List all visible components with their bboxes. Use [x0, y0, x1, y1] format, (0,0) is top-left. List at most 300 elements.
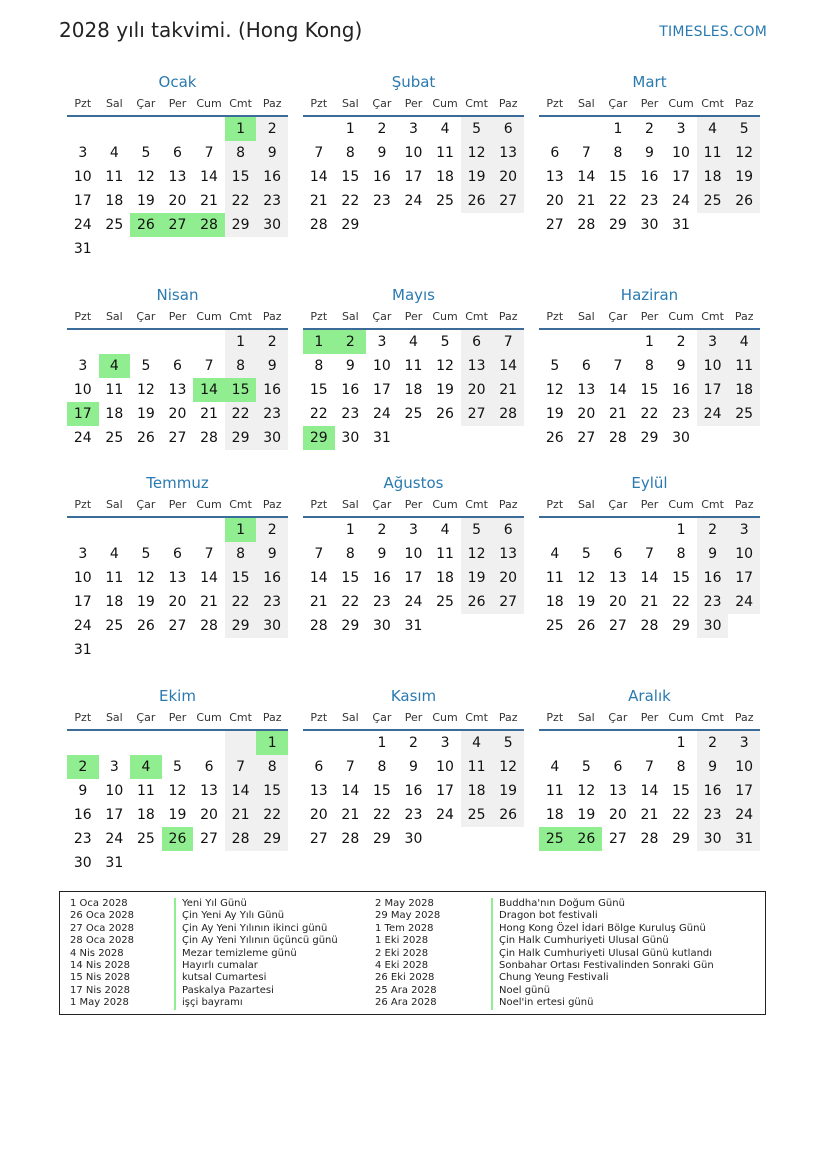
weekday-label: Pzt — [74, 310, 92, 323]
day-cell: 7 — [225, 755, 257, 779]
day-cell: 29 — [672, 831, 690, 847]
day-cell: 16 — [256, 378, 288, 402]
weekday-label: Paz — [498, 498, 518, 511]
empty-cell — [571, 117, 603, 141]
legend-date: 1 Tem 2028 — [375, 922, 434, 934]
site-link[interactable]: TIMESLES.COM — [659, 24, 767, 40]
weekday-label: Cmt — [701, 711, 724, 724]
weekday-label: Çar — [136, 310, 156, 323]
day-grid — [539, 117, 760, 237]
day-cell: 15 — [372, 783, 391, 799]
empty-cell — [492, 827, 524, 851]
day-cell: 27 — [461, 402, 493, 426]
month-block — [539, 284, 760, 450]
legend-names-col-2 — [491, 898, 714, 1010]
day-cell: 1 — [225, 518, 257, 542]
day-grid — [67, 330, 288, 450]
empty-cell — [634, 518, 666, 542]
empty-cell — [571, 518, 603, 542]
day-cell: 17 — [404, 169, 423, 185]
day-cell: 17 — [404, 570, 423, 586]
day-cell: 7 — [492, 330, 524, 354]
day-cell: 4 — [409, 334, 418, 350]
day-cell: 5 — [141, 546, 151, 562]
empty-cell — [303, 731, 335, 755]
empty-cell — [99, 117, 131, 141]
day-cell: 19 — [461, 165, 493, 189]
day-cell: 5 — [461, 117, 493, 141]
day-cell: 1 — [303, 330, 335, 354]
day-cell: 14 — [492, 354, 524, 378]
legend-date: 28 Oca 2028 — [70, 935, 135, 947]
empty-cell — [130, 638, 162, 662]
day-cell: 3 — [409, 522, 418, 538]
legend-dates-col-2 — [375, 898, 440, 1010]
month-block — [303, 472, 524, 638]
day-cell: 15 — [256, 779, 288, 803]
weekday-label: Çar — [372, 498, 392, 511]
day-cell: 19 — [136, 193, 155, 209]
day-cell: 8 — [676, 546, 686, 562]
day-cell: 19 — [136, 594, 155, 610]
day-cell: 3 — [728, 518, 760, 542]
day-cell: 23 — [256, 189, 288, 213]
day-cell: 29 — [225, 426, 257, 450]
day-cell: 29 — [640, 430, 659, 446]
weekday-label: Çar — [372, 711, 392, 724]
day-cell: 28 — [492, 402, 524, 426]
day-cell: 15 — [225, 566, 257, 590]
day-cell: 12 — [461, 542, 493, 566]
weekday-label: Cum — [432, 310, 458, 323]
weekday-header — [67, 93, 288, 117]
empty-cell — [539, 330, 571, 354]
day-cell: 16 — [341, 382, 360, 398]
empty-cell — [634, 731, 666, 755]
day-cell: 13 — [545, 169, 564, 185]
day-cell: 5 — [141, 358, 151, 374]
legend-holiday-name: Dragon bot festivali — [491, 910, 714, 922]
day-cell: 6 — [173, 145, 182, 161]
day-cell: 5 — [440, 334, 450, 350]
day-cell: 31 — [404, 618, 423, 634]
day-cell: 1 — [225, 117, 257, 141]
weekday-label: Sal — [577, 97, 595, 110]
day-cell: 23 — [256, 590, 288, 614]
month-name: Kasım — [390, 687, 437, 705]
day-cell: 28 — [341, 831, 360, 847]
month-name: Haziran — [620, 286, 679, 304]
day-cell: 16 — [697, 566, 729, 590]
day-cell: 17 — [436, 783, 454, 799]
day-cell: 7 — [645, 759, 654, 775]
empty-cell — [697, 213, 729, 237]
month-name: Eylül — [631, 474, 668, 492]
empty-cell — [429, 827, 461, 851]
day-cell: 14 — [309, 570, 328, 586]
day-cell: 26 — [136, 618, 155, 634]
empty-cell — [571, 731, 603, 755]
empty-cell — [162, 117, 194, 141]
day-cell: 15 — [341, 169, 360, 185]
day-cell: 4 — [550, 759, 560, 775]
weekday-label: Çar — [372, 310, 392, 323]
day-cell: 13 — [309, 783, 328, 799]
day-cell: 6 — [314, 759, 324, 775]
weekday-label: Per — [168, 711, 187, 724]
legend-names-col-1 — [174, 898, 338, 1010]
legend-date: 4 Nis 2028 — [70, 947, 124, 959]
day-cell: 24 — [728, 590, 760, 614]
day-cell: 23 — [640, 193, 659, 209]
day-cell: 30 — [672, 430, 690, 446]
day-cell: 31 — [73, 241, 92, 257]
day-grid — [303, 117, 524, 237]
day-cell: 10 — [436, 759, 454, 775]
day-cell: 21 — [200, 193, 218, 209]
holiday-legend — [59, 891, 766, 1015]
month-name: Mart — [632, 73, 667, 91]
weekday-label: Per — [404, 310, 423, 323]
day-cell: 3 — [78, 546, 88, 562]
weekday-label: Pzt — [546, 310, 564, 323]
day-cell: 27 — [545, 217, 564, 233]
day-cell: 23 — [672, 406, 690, 422]
empty-cell — [162, 237, 194, 261]
day-cell: 2 — [256, 518, 288, 542]
day-cell: 6 — [581, 358, 591, 374]
day-cell: 13 — [608, 570, 627, 586]
day-cell: 4 — [440, 522, 450, 538]
day-cell: 10 — [404, 145, 423, 161]
day-cell: 26 — [728, 189, 760, 213]
day-cell: 8 — [225, 141, 257, 165]
day-cell: 8 — [256, 755, 288, 779]
day-cell: 26 — [492, 803, 524, 827]
day-cell: 20 — [168, 193, 187, 209]
empty-cell — [429, 614, 461, 638]
day-cell: 28 — [225, 827, 257, 851]
weekday-label: Çar — [136, 498, 156, 511]
day-cell: 20 — [200, 807, 218, 823]
weekday-label: Cum — [196, 498, 222, 511]
weekday-label: Sal — [341, 310, 359, 323]
day-cell: 9 — [256, 354, 288, 378]
empty-cell — [728, 213, 760, 237]
legend-date: 15 Nis 2028 — [70, 972, 130, 984]
weekday-label: Pzt — [310, 310, 328, 323]
empty-cell — [492, 213, 524, 237]
day-cell: 6 — [550, 145, 560, 161]
weekday-header — [303, 707, 524, 731]
day-cell: 15 — [672, 783, 690, 799]
weekday-header — [67, 494, 288, 518]
day-cell: 17 — [372, 382, 391, 398]
day-cell: 20 — [608, 594, 627, 610]
day-cell: 28 — [193, 213, 225, 237]
day-cell: 10 — [404, 546, 423, 562]
day-cell: 16 — [640, 169, 659, 185]
legend-holiday-name: Çin Yeni Ay Yılı Günü — [174, 910, 338, 922]
empty-cell — [335, 731, 367, 755]
day-cell: 31 — [728, 827, 760, 851]
day-cell: 30 — [372, 618, 391, 634]
legend-holiday-name: Çin Ay Yeni Yılının ikinci günü — [174, 923, 338, 935]
empty-cell — [398, 213, 430, 237]
empty-cell — [571, 330, 603, 354]
day-cell: 11 — [436, 546, 454, 562]
empty-cell — [162, 851, 194, 875]
day-cell: 21 — [200, 406, 218, 422]
day-cell: 8 — [225, 354, 257, 378]
day-cell: 16 — [697, 779, 729, 803]
empty-cell — [99, 638, 131, 662]
empty-cell — [429, 213, 461, 237]
day-cell: 5 — [550, 358, 560, 374]
day-cell: 8 — [345, 546, 355, 562]
day-cell: 15 — [640, 382, 659, 398]
day-cell: 3 — [109, 759, 119, 775]
day-cell: 8 — [225, 542, 257, 566]
day-cell: 15 — [672, 570, 690, 586]
day-cell: 18 — [436, 570, 454, 586]
day-cell: 7 — [613, 358, 623, 374]
day-cell: 5 — [492, 731, 524, 755]
day-cell: 19 — [168, 807, 187, 823]
legend-holiday-name: Chung Yeung Festivali — [491, 972, 714, 984]
day-cell: 15 — [225, 378, 257, 402]
day-cell: 23 — [256, 402, 288, 426]
day-grid — [67, 731, 288, 875]
empty-cell — [130, 237, 162, 261]
day-grid — [303, 731, 524, 851]
day-cell: 8 — [613, 145, 623, 161]
legend-date: 4 Eki 2028 — [375, 960, 429, 972]
day-cell: 20 — [608, 807, 627, 823]
empty-cell — [67, 731, 99, 755]
day-cell: 16 — [256, 165, 288, 189]
day-cell: 18 — [105, 193, 124, 209]
day-cell: 9 — [377, 546, 387, 562]
day-cell: 4 — [440, 121, 450, 137]
empty-cell — [193, 330, 225, 354]
day-cell: 17 — [728, 779, 760, 803]
weekday-label: Per — [168, 97, 187, 110]
day-cell: 20 — [577, 406, 596, 422]
legend-date: 26 Oca 2028 — [70, 910, 135, 922]
day-cell: 15 — [608, 169, 627, 185]
empty-cell — [602, 518, 634, 542]
day-cell: 28 — [200, 430, 218, 446]
day-cell: 21 — [577, 193, 596, 209]
day-cell: 25 — [461, 803, 493, 827]
day-cell: 25 — [436, 193, 454, 209]
day-cell: 2 — [377, 121, 387, 137]
day-cell: 23 — [697, 803, 729, 827]
day-grid — [67, 518, 288, 662]
day-cell: 30 — [404, 831, 423, 847]
weekday-label: Per — [404, 711, 423, 724]
empty-cell — [193, 851, 225, 875]
day-cell: 24 — [73, 618, 92, 634]
day-cell: 25 — [697, 189, 729, 213]
day-cell: 4 — [99, 354, 131, 378]
month-block — [539, 472, 760, 638]
day-cell: 19 — [728, 165, 760, 189]
day-cell: 18 — [545, 594, 564, 610]
day-cell: 21 — [200, 594, 218, 610]
day-cell: 22 — [225, 590, 257, 614]
empty-cell — [461, 213, 493, 237]
weekday-label: Paz — [262, 711, 282, 724]
day-cell: 5 — [461, 518, 493, 542]
day-cell: 7 — [314, 546, 324, 562]
day-cell: 14 — [577, 169, 596, 185]
day-cell: 30 — [256, 213, 288, 237]
day-cell: 6 — [173, 358, 182, 374]
weekday-header — [67, 306, 288, 330]
weekday-label: Pzt — [74, 711, 92, 724]
weekday-label: Sal — [341, 711, 359, 724]
empty-cell — [225, 851, 257, 875]
day-cell: 23 — [372, 594, 391, 610]
day-cell: 13 — [492, 542, 524, 566]
day-cell: 18 — [404, 382, 423, 398]
legend-date: 1 May 2028 — [70, 997, 129, 1009]
day-cell: 17 — [697, 378, 729, 402]
weekday-label: Pzt — [310, 97, 328, 110]
day-cell: 24 — [728, 803, 760, 827]
day-cell: 1 — [377, 735, 387, 751]
day-cell: 3 — [377, 334, 387, 350]
weekday-label: Pzt — [310, 498, 328, 511]
day-cell: 16 — [404, 783, 423, 799]
day-cell: 8 — [645, 358, 654, 374]
weekday-label: Per — [168, 310, 187, 323]
day-cell: 3 — [78, 358, 88, 374]
month-name: Aralık — [628, 687, 671, 705]
day-cell: 21 — [225, 803, 257, 827]
legend-date: 14 Nis 2028 — [70, 960, 130, 972]
weekday-label: Sal — [577, 498, 595, 511]
day-cell: 26 — [130, 213, 162, 237]
month-name: Nisan — [156, 286, 199, 304]
day-grid — [67, 117, 288, 261]
day-cell: 17 — [67, 402, 99, 426]
day-cell: 14 — [225, 779, 257, 803]
day-cell: 23 — [697, 590, 729, 614]
day-cell: 25 — [436, 594, 454, 610]
day-cell: 26 — [461, 590, 493, 614]
day-cell: 24 — [404, 193, 423, 209]
day-cell: 20 — [461, 378, 493, 402]
day-cell: 13 — [168, 382, 187, 398]
day-cell: 11 — [461, 755, 493, 779]
day-cell: 2 — [335, 330, 367, 354]
day-cell: 22 — [225, 402, 257, 426]
day-cell: 25 — [105, 430, 124, 446]
day-cell: 28 — [309, 618, 328, 634]
day-cell: 19 — [545, 406, 564, 422]
day-cell: 9 — [345, 358, 355, 374]
day-cell: 19 — [461, 566, 493, 590]
empty-cell — [539, 117, 571, 141]
legend-date: 29 May 2028 — [375, 910, 441, 922]
day-cell: 17 — [728, 566, 760, 590]
empty-cell — [67, 518, 99, 542]
day-cell: 13 — [168, 570, 187, 586]
day-cell: 30 — [256, 426, 288, 450]
day-cell: 6 — [492, 117, 524, 141]
day-cell: 28 — [577, 217, 596, 233]
day-cell: 8 — [377, 759, 387, 775]
day-cell: 12 — [436, 358, 454, 374]
day-cell: 27 — [168, 618, 187, 634]
day-cell: 18 — [545, 807, 564, 823]
day-cell: 14 — [608, 382, 627, 398]
empty-cell — [697, 426, 729, 450]
day-cell: 24 — [105, 831, 124, 847]
month-name: Ocak — [158, 73, 197, 91]
empty-cell — [303, 117, 335, 141]
day-cell: 23 — [341, 406, 360, 422]
weekday-label: Çar — [608, 310, 628, 323]
weekday-label: Sal — [577, 310, 595, 323]
day-cell: 9 — [78, 783, 88, 799]
day-cell: 5 — [728, 117, 760, 141]
day-cell: 1 — [613, 121, 623, 137]
empty-cell — [602, 731, 634, 755]
day-cell: 12 — [136, 169, 155, 185]
day-cell: 11 — [105, 570, 124, 586]
day-cell: 1 — [256, 731, 288, 755]
weekday-label: Cmt — [465, 310, 488, 323]
month-name: Ağustos — [383, 474, 444, 492]
day-cell: 27 — [162, 213, 194, 237]
day-cell: 10 — [697, 354, 729, 378]
weekday-label: Sal — [105, 711, 123, 724]
day-grid — [303, 518, 524, 638]
day-cell: 7 — [204, 145, 214, 161]
day-cell: 28 — [309, 217, 328, 233]
weekday-label: Cmt — [701, 498, 724, 511]
day-cell: 12 — [461, 141, 493, 165]
weekday-label: Cum — [668, 310, 694, 323]
day-cell: 2 — [697, 731, 729, 755]
day-cell: 11 — [728, 354, 760, 378]
day-cell: 10 — [105, 783, 124, 799]
day-cell: 13 — [200, 783, 218, 799]
day-cell: 27 — [200, 831, 218, 847]
day-cell: 10 — [728, 755, 760, 779]
day-cell: 20 — [545, 193, 564, 209]
day-cell: 12 — [577, 570, 596, 586]
day-cell: 30 — [697, 614, 729, 638]
day-cell: 4 — [728, 330, 760, 354]
day-cell: 6 — [492, 518, 524, 542]
day-cell: 27 — [168, 430, 187, 446]
empty-cell — [162, 731, 194, 755]
weekday-header — [539, 93, 760, 117]
day-cell: 6 — [204, 759, 214, 775]
legend-holiday-name: Çin Halk Cumhuriyeti Ulusal Günü — [491, 935, 714, 947]
legend-date: 2 May 2028 — [375, 898, 434, 909]
empty-cell — [461, 614, 493, 638]
day-cell: 13 — [492, 141, 524, 165]
weekday-label: Cum — [432, 97, 458, 110]
day-cell: 10 — [672, 145, 690, 161]
empty-cell — [130, 851, 162, 875]
